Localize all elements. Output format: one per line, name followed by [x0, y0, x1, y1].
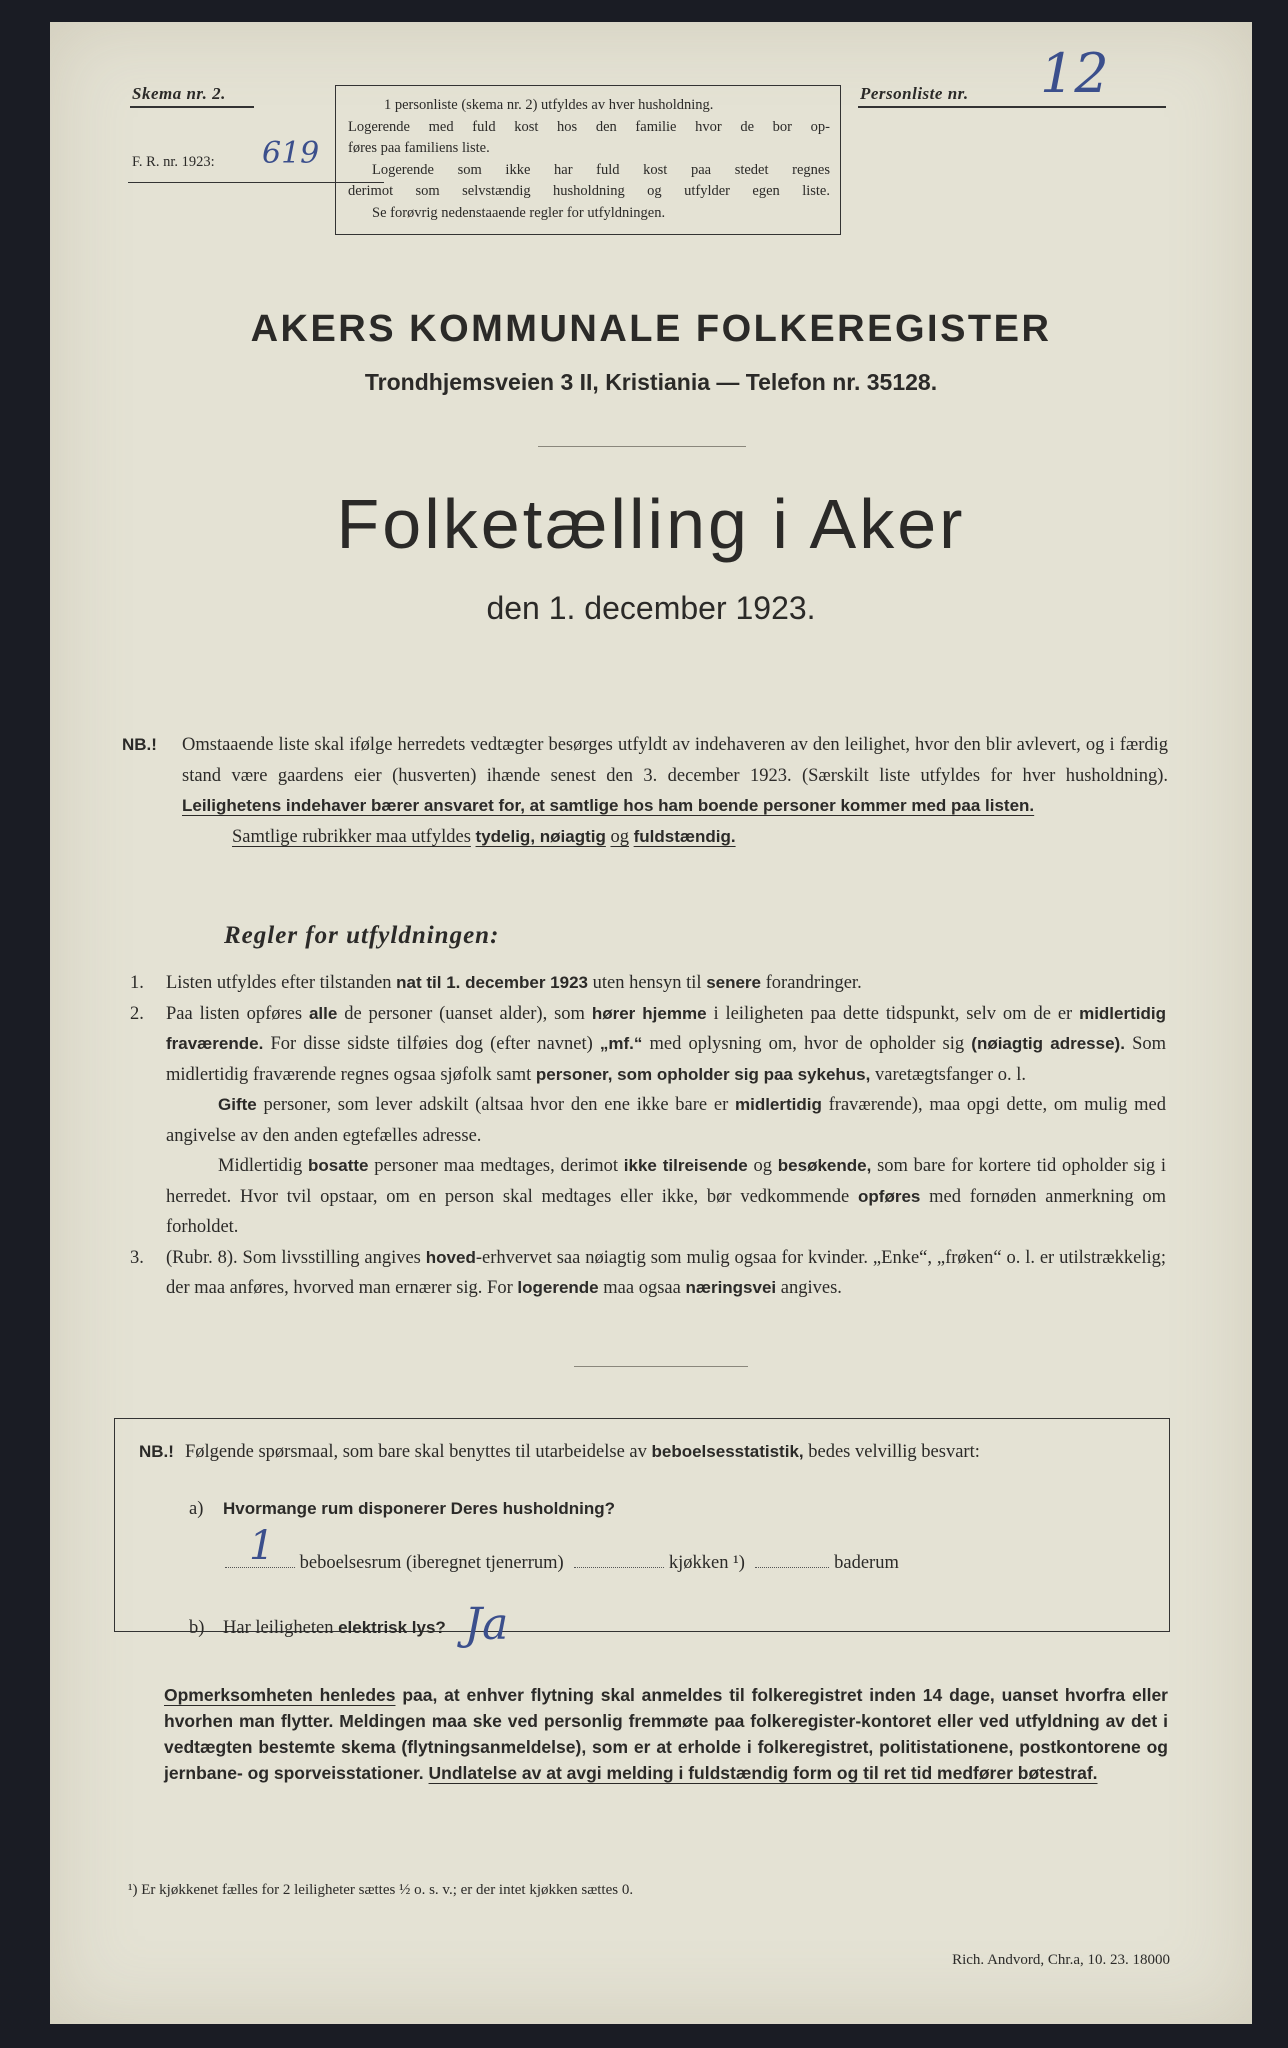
notice-penalty: Undlatelse av at avgi melding i fuldstændig form og til ret tid medfører bøtestraf. [428, 1763, 1098, 1783]
rule-text: og [747, 1156, 778, 1176]
rule-text: som bare for kortere tid opholder sig i herredet. Hvor tvil opstaar, om en person skal medtages eller ikke, bør vedkommende [166, 1156, 1167, 1207]
nb-emphasis: fuldstændig. [633, 826, 736, 846]
bath-field[interactable] [755, 1549, 829, 1568]
nb-notice-section [122, 730, 1168, 852]
rules-heading: Regler for utfyldningen: [224, 922, 500, 949]
rule-text: (Rubr. 8). Som livsstilling angives [166, 1247, 426, 1268]
nb2-text: Følgende spørsmaal, som bare skal benyttes til utarbeidelse av [185, 1442, 652, 1462]
electric-light-handwritten: Ja [464, 1599, 509, 1650]
question-emphasis: elektrisk lys? [338, 1618, 446, 1637]
nb2-emphasis: beboelsesstatistik, [651, 1442, 804, 1461]
rule-emphasis: opføres [858, 1186, 921, 1206]
rooms-handwritten: 1 [249, 1523, 275, 1569]
rule-1 [130, 968, 1166, 999]
nb-paragraph-2 [122, 822, 1168, 853]
question-b [189, 1593, 509, 1650]
nb-text: og [610, 826, 629, 847]
kitchen-label: kjøkken ¹) [668, 1553, 745, 1573]
rule-text: uten hensyn til [588, 973, 707, 993]
rule-emphasis: „mf.“ [599, 1034, 643, 1053]
box-line: føres paa familiens liste. [348, 140, 490, 156]
rule-text: i leiligheten paa dette tidspunkt, selv om de er [706, 1003, 1080, 1024]
rule-emphasis: hører hjemme [591, 1003, 707, 1023]
moving-notice [164, 1682, 1168, 1786]
rule-3 [130, 1243, 1166, 1304]
box-line: derimot som selvstændig husholdning og utfylder egen liste. [348, 183, 830, 199]
nb2-text: bedes velvillig besvart: [803, 1442, 980, 1462]
nb-responsibility-text: Leilighetens indehaver bærer ansvaret for, at samtlige hos ham boende personer kommer med paa listen. [182, 796, 1035, 815]
rooms-field[interactable] [225, 1523, 295, 1569]
rooms-answer-row [225, 1523, 1145, 1574]
nb-paragraph [122, 730, 1168, 822]
rule-text: Som midlertidig fraværende regnes ogsaa sjøfolk samt [166, 1034, 1166, 1085]
personliste-handwritten: 12 [1040, 42, 1109, 105]
fr-number-handwritten: 619 [262, 136, 320, 171]
question-text: Hvormange rum disponerer Deres husholdning? [223, 1499, 616, 1518]
rule-text: Midlertidig [218, 1156, 309, 1176]
org-address: Trondhjemsveien 3 II, Kristiania — Telefon nr. 35128. [364, 369, 938, 395]
rule-text: de personer (uanset alder), som [337, 1003, 592, 1024]
rule-number: 2. [130, 1003, 144, 1024]
rule-emphasis: senere [706, 973, 762, 992]
nb-emphasis: tydelig, nøiagtig [475, 826, 606, 846]
question-label: b) [189, 1618, 205, 1638]
nb-label: NB.! [122, 735, 157, 754]
nb-label: NB.! [139, 1442, 174, 1461]
printer-imprint: Rich. Andvord, Chr.a, 10. 23. 18000 [952, 1952, 1170, 1968]
notice-heading: Opmerksomheten henledes [164, 1685, 396, 1705]
housing-statistics-box [114, 1418, 1170, 1650]
notice-paragraph [164, 1682, 1168, 1786]
rule-text: forandringer. [761, 973, 862, 993]
rule-number: 1. [130, 973, 144, 993]
rule-text: fraværende), maa opgi dette, om mulig med angivelse av den anden egtefælles adresse. [166, 1095, 1167, 1146]
question-label: a) [189, 1499, 204, 1519]
bath-label: baderum [834, 1553, 899, 1573]
nb2-paragraph [139, 1437, 1143, 1467]
rules-section [130, 968, 1166, 1304]
rule-emphasis: bosatte [308, 1156, 369, 1175]
notice-text: paa, at enhver flytning skal anmeldes til folkeregistret inden 14 dage, uanset hvorfra eller hvorhen man flytter. Meldingen maa ske ved personlig fremmøte paa folkeregister-kontoret eller ved utfyldning av det i vedtægten bestemte skema (flytningsanmeldelse), som er at erholde i folkeregistret, politistationene, postkontorene og jernbane- og sporveisstationer. [164, 1685, 1168, 1783]
rule-text: maa ogsaa [598, 1278, 686, 1298]
skema-label: Skema nr. 2. [132, 84, 226, 103]
nb-text: Omstaaende liste skal ifølge herredets vedtægter besørges utfyldt av indehaveren av den leilighet, hvor den blir avlevert, og i færdig stand være gaardens eier (husverten) ihænde senest den 3. december 1923. (Særskilt liste utfyldes for hver husholdning). [182, 735, 1168, 786]
divider [574, 1366, 748, 1367]
rule-emphasis: logerende [517, 1278, 599, 1297]
nb-text: Samtlige rubrikker maa utfyldes [232, 826, 471, 847]
rule-text: For disse sidste tilføies dog (efter navnet) [263, 1034, 600, 1054]
rule-emphasis: hoved [425, 1247, 476, 1267]
rule-2-gifte [130, 1090, 1166, 1151]
rule-text: Listen utfyldes efter tilstanden [166, 973, 397, 993]
rule-2 [130, 999, 1166, 1091]
divider [538, 446, 746, 447]
question-a [189, 1499, 615, 1520]
rule-text: -erhvervet saa nøiagtig som mulig ogsaa for kvinder. „Enke“, „frøken“ o. l. er utilstrækkelig; der maa anføres, hvorved man ernærer sig. For [166, 1247, 1166, 1298]
rooms-label: beboelsesrum (iberegnet tjenerrum) [299, 1553, 564, 1573]
box-line: Logerende som ikke har fuld kost paa stedet regnes [372, 161, 830, 178]
census-form-page [50, 22, 1252, 2024]
rule-emphasis: midlertidig [734, 1095, 822, 1114]
box-line: Logerende med fuld kost hos den familie hvor de bor op- [348, 118, 830, 135]
box-line: Se forøvrig nedenstaaende regler for utfyldningen. [372, 204, 666, 221]
rule-emphasis: nat til 1. december 1923 [396, 973, 588, 992]
question-text: Har leiligheten [223, 1618, 339, 1638]
fr-number-label: F. R. nr. 1923: [132, 154, 215, 170]
rule-emphasis: besøkende, [777, 1156, 872, 1175]
instruction-box [335, 85, 841, 235]
rule-text: Paa listen opføres [166, 1003, 309, 1024]
rule-number: 3. [130, 1247, 144, 1268]
footnote: ¹) Er kjøkkenet fælles for 2 leiligheter sættes ½ o. s. v.; er der intet kjøkken sættes 0. [128, 1882, 634, 1898]
page-title: Folketælling i Aker [336, 485, 966, 563]
personliste-label: Personliste nr. [860, 84, 969, 103]
rule-emphasis: personer, som opholder sig paa sykehus, [535, 1064, 871, 1084]
rule-text: varetægtsfanger o. l. [870, 1064, 1027, 1085]
page-subtitle-date: den 1. december 1923. [486, 590, 816, 626]
rule-emphasis: Gifte [218, 1095, 257, 1114]
rule-text: angives. [776, 1278, 842, 1298]
rule-text: med oplysning om, hvor de opholder sig [642, 1034, 972, 1054]
rule-emphasis: alle [308, 1003, 338, 1023]
org-name: AKERS KOMMUNALE FOLKEREGISTER [250, 308, 1052, 350]
rule-text: personer maa medtages, derimot [368, 1156, 624, 1176]
box-line: 1 personliste (skema nr. 2) utfyldes av hver husholdning. [384, 97, 714, 113]
rule-emphasis: midlertidig fraværende. [166, 1003, 1166, 1053]
rule-text: med fornøden anmerkning om forholdet. [166, 1186, 1167, 1237]
rule-emphasis: næringsvei [685, 1278, 777, 1297]
rule-emphasis: ikke tilreisende [623, 1156, 748, 1175]
rule-2-bosatte [130, 1151, 1166, 1243]
kitchen-field[interactable] [574, 1549, 664, 1568]
rule-emphasis: (nøiagtig adresse). [971, 1034, 1125, 1053]
rule-text: personer, som lever adskilt (altsaa hvor den ene ikke bare er [256, 1095, 735, 1115]
